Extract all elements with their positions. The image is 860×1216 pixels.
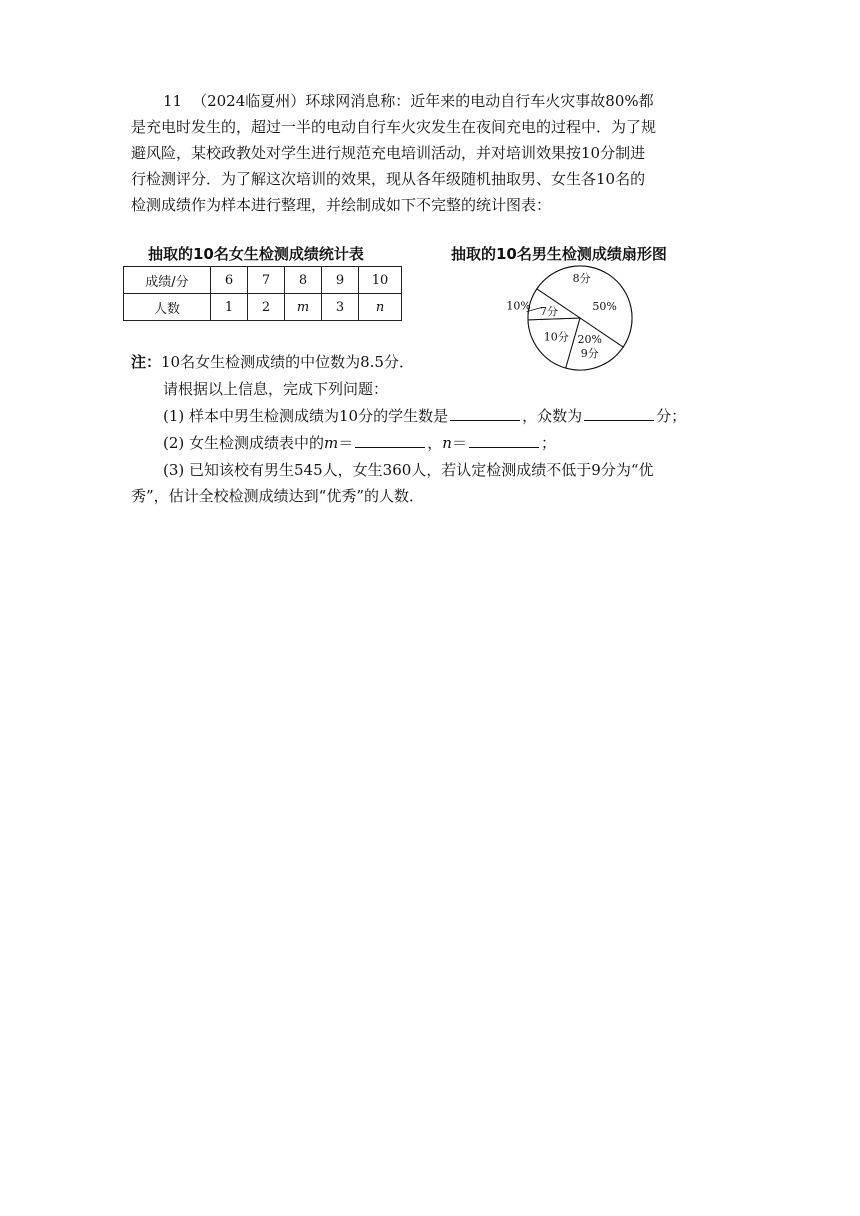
pie-percent-label: 50%: [592, 299, 617, 313]
count-cell: 1: [211, 294, 248, 321]
problem-number: 11: [163, 92, 183, 110]
note-text: 10名女生检测成绩的中位数为8.5分．: [161, 353, 414, 371]
answer-blank-q1-count[interactable]: [450, 406, 520, 421]
median-note: [131, 351, 414, 372]
answer-blank-q2-m[interactable]: [355, 433, 425, 448]
pie-percent-label: 10%: [506, 299, 531, 313]
pie-chart-title: 抽取的10名男生检测成绩扇形图: [451, 245, 667, 263]
pie-slice-label: 9分: [580, 346, 599, 360]
answer-blank-q1-mode[interactable]: [584, 406, 654, 421]
question-3: [131, 457, 730, 509]
score-cell: 9: [322, 267, 359, 294]
pie-slice-label: 10分: [543, 330, 569, 344]
pie-slice-label: 7分: [540, 305, 559, 319]
intro-line-3: 避风险，某校政教处对学生进行规范充电培训活动，并对培训效果按10分制进: [131, 144, 646, 162]
male-score-pie-chart: [500, 264, 640, 374]
pie-percent-label: 20%: [577, 332, 603, 346]
score-cell: 7: [248, 267, 285, 294]
table-caption: 抽取的10名女生检测成绩统计表: [148, 245, 364, 263]
question-3-line-1: (3) 已知该校有男生545人，女生360人，若认定检测成绩不低于9分为“优: [163, 461, 654, 479]
score-header-cell: 成绩/分: [124, 267, 211, 294]
count-cell-n: n: [359, 294, 402, 321]
question-3-line-2: 秀”，估计全校检测成绩达到“优秀”的人数．: [131, 487, 425, 505]
note-label: 注：: [131, 353, 162, 371]
intro-line-2: 是充电时发生的，超过一半的电动自行车火灾发生在夜间充电的过程中．为了规: [131, 118, 657, 136]
answer-blank-q2-n[interactable]: [469, 433, 539, 448]
score-cell: 6: [211, 267, 248, 294]
score-cell: 8: [285, 267, 322, 294]
count-cell-m: m: [285, 294, 322, 321]
problem-intro: [131, 88, 730, 218]
count-header-cell: 人数: [124, 294, 211, 321]
table-row: [124, 267, 402, 294]
instructions: 请根据以上信息，完成下列问题：: [163, 380, 389, 398]
count-cell: 2: [248, 294, 285, 321]
female-score-table: [123, 266, 402, 321]
count-cell: 3: [322, 294, 359, 321]
score-cell: 10: [359, 267, 402, 294]
problem-source: （2024临夏州）: [192, 92, 306, 110]
question-2: (2) 女生检测成绩表中的m＝ ，n＝ ；: [163, 434, 556, 452]
intro-line-4: 行检测评分．为了解这次培训的效果，现从各年级随机抽取男、女生各10名的: [131, 170, 646, 188]
intro-line-5: 检测成绩作为样本进行整理，并绘制成如下不完整的统计图表：: [131, 196, 552, 214]
intro-line-1: 11 （2024临夏州）环球网消息称：近年来的电动自行车火灾事故80%都: [163, 92, 654, 110]
pie-slice-label: 8分: [572, 272, 591, 286]
question-1: (1) 样本中男生检测成绩为10分的学生数是 ，众数为 分；: [163, 407, 687, 425]
table-row: [124, 294, 402, 321]
